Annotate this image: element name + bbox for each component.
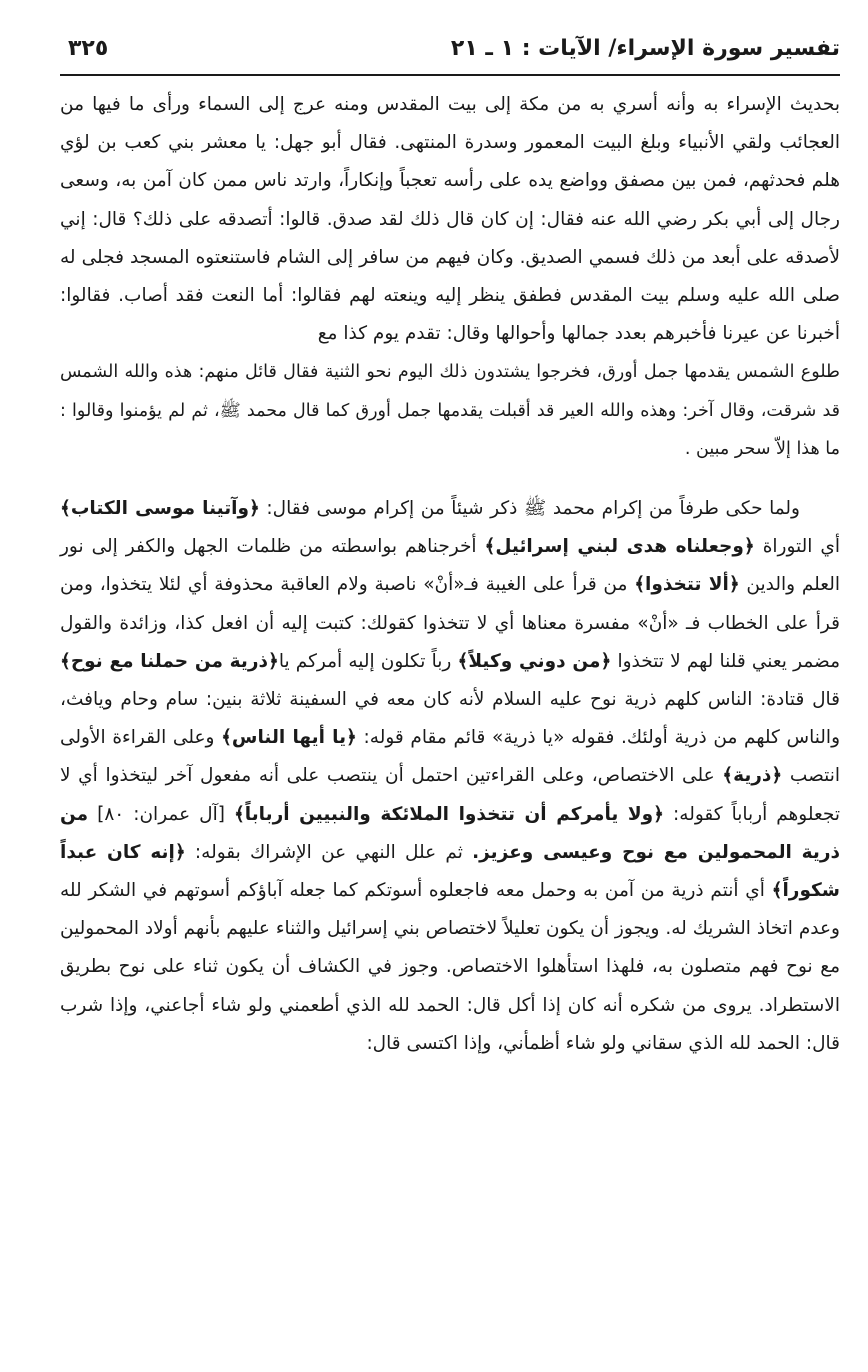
page-header — [60, 30, 840, 76]
text-segment: أي التوراة — [754, 536, 840, 558]
quran-verse: ﴿ألا تتخذوا﴾ — [634, 574, 740, 596]
quran-verse: ﴿ولا يأمركم أن تتخذوا الملائكة والنبيين أرباباً﴾ — [233, 803, 665, 825]
text-segment: من قرأ على الغيبة فـ«أنْ» ناصبة ولام العاقبة محذوفة أي لئلا يتخذوا، ومن قرأ على الخطاب فـ «أنْ» مفسرة معناها أي لا تتخذوا كقولك: كتبت إليه أن افعل كذا، وزائدة والقول مضمر يعني قلنا لهم لا تتخذوا — [60, 574, 840, 672]
text-segment: وعلى القراءة الأولى انتصب — [60, 727, 840, 787]
text-segment: على الاختصاص، وعلى القراءتين احتمل أن ينتصب على أنه مفعول آخر ليتخذوا أي لا تجعلوهم أرباباً كقوله: — [60, 765, 840, 825]
emphasized-text: من ذرية المحمولين مع نوح وعيسى وعزيز. — [60, 803, 840, 863]
running-title: تفسير سورة الإسراء/ الآيات : ١ ـ ٢١ — [450, 36, 840, 61]
verse-reference: [آل عمران: ٨٠] — [88, 803, 234, 825]
book-page — [60, 30, 840, 1350]
quran-verse: ﴿ذرية من حملنا مع نوح﴾ — [60, 650, 279, 672]
narrative-paragraph-end: طلوع الشمس يقدمها جمل أورق، فخرجوا يشتدون ذلك اليوم نحو الثنية فقال قائل منهم: هذه والله الشمس قد شرقت، وقال آخر: وهذه والله العير قد أقبلت يقدمها جمل أورق كما قال محمد ﷺ، ثم لم يؤمنوا وقالوا : ما هذا إلاّ سحر مبين . — [60, 362, 840, 459]
page-number: ٣٢٥ — [68, 36, 109, 61]
quran-verse: ﴿من دوني وكيلاً﴾ — [457, 650, 612, 672]
commentary-paragraph — [60, 490, 840, 1063]
quran-verse: ﴿وجعلناه هدى لبني إسرائيل﴾ — [484, 536, 755, 558]
text-segment: ثم علل النهي عن الإشراك بقوله: — [185, 841, 473, 863]
page-body — [60, 86, 840, 1063]
narrative-paragraph: بحديث الإسراء به وأنه أسري به من مكة إلى بيت المقدس ومنه عرج إلى السماء ورأى ما فيها من العجائب ولقي الأنبياء وبلغ البيت المعمور وسدرة المنتهى. فقال أبو جهل: يا معشر بني كعب بن لؤي هلم فحدثهم، فمن بين مصفق وواضع يده على رأسه تعجباً وإنكاراً، وارتد ناس ممن كان آمن به، وسعى رجال إلى أبي بكر رضي الله عنه فقال: إن كان قال ذلك لقد صدق. قالوا: أتصدقه على ذلك؟ قال: إني لأصدقه على أبعد من ذلك فسمي الصديق. وكان فيهم من سافر إلى الشام فاستنعتوه المسجد فجلى له صلى الله عليه وسلم بيت المقدس فطفق ينظر إليه وينعته لهم فقالوا: أما النعت فقد أصاب. فقالوا: أخبرنا عن عيرنا فأخبرهم بعدد جمالها وأحوالها وقال: تقدم يوم كذا مع — [60, 94, 840, 345]
quran-verse: ﴿إنه كان عبداً شكوراً﴾ — [60, 841, 840, 902]
text-segment: أخرجناهم بواسطته من ظلمات الجهل والكفر إلى نور العلم والدين — [60, 536, 840, 596]
quran-verse: ﴿ذرية﴾ — [722, 765, 783, 787]
text-segment: قال قتادة: الناس كلهم ذرية نوح عليه السلام لأنه كان معه في السفينة ثلاثة بنين: سام وحام ويافث، والناس كلهم من ذرية أولئك. فقوله «يا ذرية» قائم مقام قوله: — [60, 689, 841, 749]
quran-verse: ﴿وآتينا موسى الكتاب﴾ — [60, 498, 260, 520]
text-segment: رباً تكلون إليه أمركم يا — [278, 650, 458, 672]
text-segment: أي أنتم ذرية من آمن به وحمل معه فاجعلوه أسوتكم كما جعله آباؤكم أسوتهم في الشكر لله وعدم اتخاذ الشريك له. ويجوز أن يكون تعليلاً لاختصاص بني إسرائيل والثناء عليهم بأنهم أولاد المحمولين مع نوح فهم متصلون به، فلهذا استأهلوا الاختصاص. وجوز في الكشاف أن يكون ثناء على نوح بطريق الاستطراد. يروى من شكره أنه كان إذا أكل قال: الحمد لله الذي أطعمني ولو شاء أجاعني، وإذا شرب قال: الحمد لله الذي سقاني ولو شاء أظمأني، وإذا اكتسى قال: — [60, 880, 840, 1054]
text-segment: ولما حكى طرفاً من إكرام محمد ﷺ ذكر شيئاً من إكرام موسى فقال: — [259, 498, 800, 520]
paragraph-separator — [60, 468, 840, 490]
quran-verse: ﴿يا أيها الناس﴾ — [221, 727, 357, 749]
